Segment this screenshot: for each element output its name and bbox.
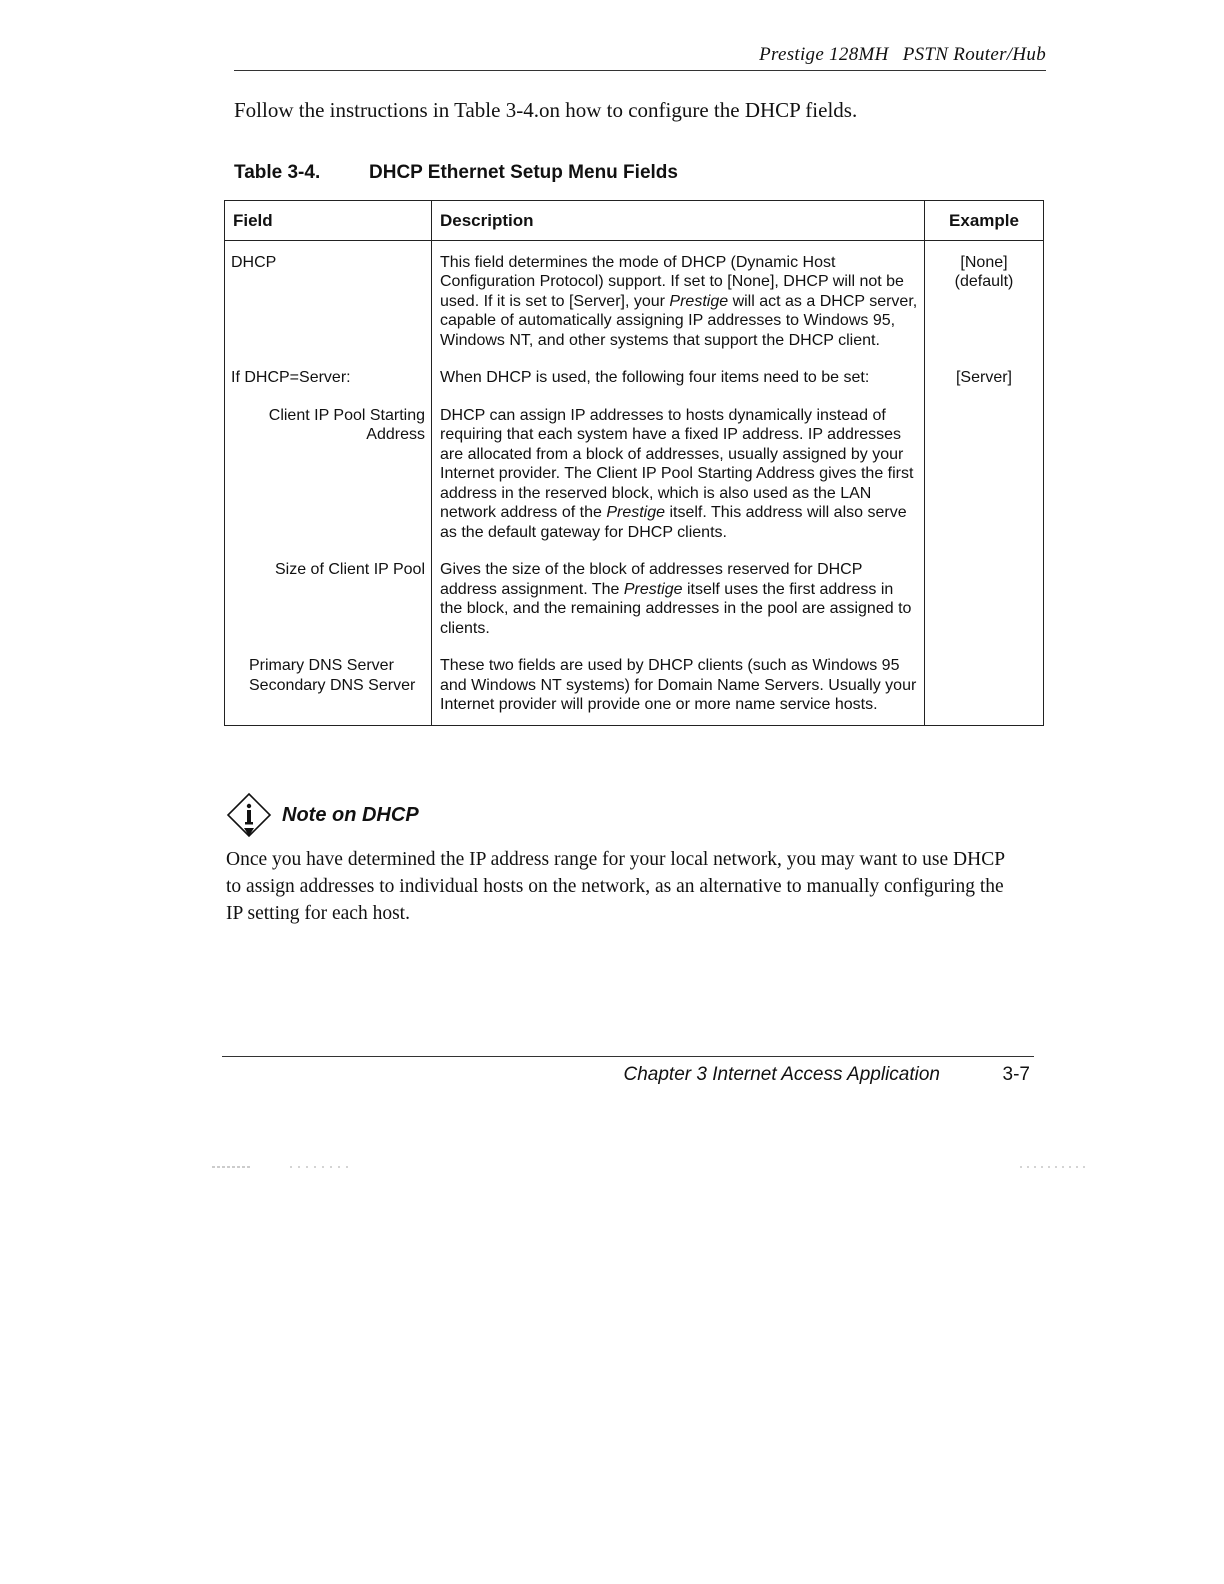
field-cell: If DHCP=Server: — [225, 350, 432, 388]
table-header-row — [225, 201, 1044, 241]
note-heading — [226, 790, 419, 840]
description-cell: These two fields are used by DHCP clients (such as Windows 95 and Windows NT systems) for Domain Name Servers. Usually your Internet provider will provide one or more name service hosts. — [432, 638, 925, 725]
header-rule — [234, 70, 1046, 71]
footer-chapter: Chapter 3 Internet Access Application — [623, 1064, 940, 1085]
example-cell — [925, 638, 1044, 725]
field-cell: Size of Client IP Pool — [225, 542, 432, 638]
column-header-example: Example — [925, 201, 1044, 241]
table-row — [225, 240, 1044, 350]
note-body: Once you have determined the IP address range for your local network, you may want to use DHCP to assign addresses to individual hosts on the network, as an alternative to manually configuring the IP setting for each host. — [226, 849, 1005, 924]
column-header-description: Description — [432, 201, 925, 241]
example-cell: [Server] — [925, 350, 1044, 388]
note-title: Note on DHCP — [282, 803, 419, 826]
description-cell: When DHCP is used, the following four items need to be set: — [432, 350, 925, 388]
table-caption — [234, 162, 678, 184]
example-cell: [None] (default) — [925, 240, 1044, 350]
table-row — [225, 638, 1044, 725]
running-header — [234, 44, 1046, 66]
example-cell — [925, 542, 1044, 638]
header-product: Prestige 128MH — [759, 44, 889, 65]
info-diamond-icon — [226, 792, 272, 838]
description-cell: Gives the size of the block of addresses reserved for DHCP address assignment. The Prestige itself uses the first address in the block, and the remaining addresses in the pool are assigned to clients. — [432, 542, 925, 638]
intro-paragraph: Follow the instructions in Table 3-4.on how to configure the DHCP fields. — [234, 98, 858, 122]
table-title: DHCP Ethernet Setup Menu Fields — [369, 162, 678, 183]
example-cell — [925, 388, 1044, 543]
field-cell: Primary DNS Server Secondary DNS Server — [225, 638, 432, 725]
dhcp-fields-table — [224, 200, 1044, 726]
table-row — [225, 388, 1044, 543]
footer-rule — [222, 1056, 1034, 1057]
scan-artifact — [210, 1166, 1090, 1168]
table-number: Table 3-4. — [234, 162, 321, 183]
table-row — [225, 350, 1044, 388]
field-cell: DHCP — [225, 240, 432, 350]
column-header-field: Field — [225, 201, 432, 241]
table-row — [225, 542, 1044, 638]
field-cell: Client IP Pool Starting Address — [225, 388, 432, 543]
header-product-type: PSTN Router/Hub — [902, 44, 1046, 65]
description-cell: DHCP can assign IP addresses to hosts dynamically instead of requiring that each system have a fixed IP address. IP addresses are allocated from a block of addresses, usually assigned by your Internet provider. The Client IP Pool Starting Address gives the first address in the reserved block, which is also used as the LAN network address of the Prestige itself. This address will also serve as the default gateway for DHCP clients. — [432, 388, 925, 543]
page-number: 3-7 — [1002, 1064, 1030, 1085]
description-cell: This field determines the mode of DHCP (Dynamic Host Configuration Protocol) support. If set to [None], DHCP will not be used. If it is set to [Server], your Prestige will act as a DHCP server, capable of automatically assigning IP addresses to Windows 95, Windows NT, and other systems that support the DHCP client. — [432, 240, 925, 350]
